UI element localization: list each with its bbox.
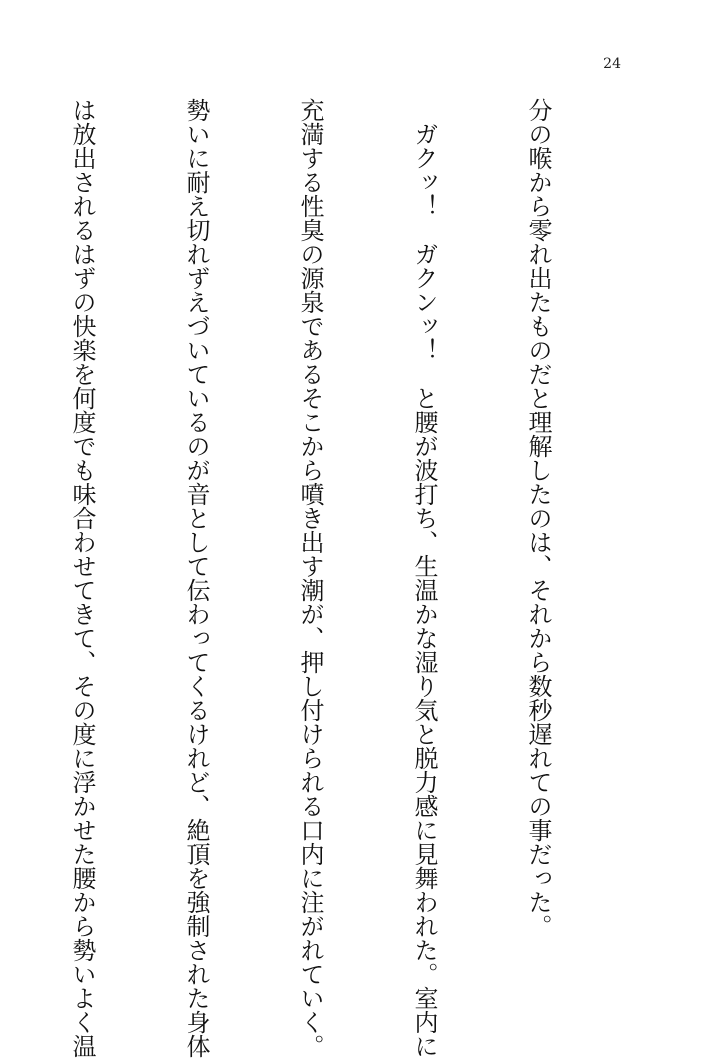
vertical-text-body xyxy=(0,98,633,1058)
text-line: 分の喉から零れ出たものだと理解したのは、それから数秒遅れての事だった。 xyxy=(524,98,552,938)
text-line: 充満する性臭の源泉であるそこから噴き出す潮が、押し付けられる口内に注がれていく。 xyxy=(296,98,324,1058)
text-line: は放出されるはずの快楽を何度でも味合わせてきて、その度に浮かせた腰から勢いよく温 xyxy=(68,98,96,1058)
text-line: 勢いに耐え切れずえづいているのが音として伝わってくるけれど、絶頂を強制された身体 xyxy=(182,98,210,1058)
page-number: 24 xyxy=(603,56,621,72)
text-line: ガクッ！ ガクンッ！ と腰が波打ち、生温かな湿り気と脱力感に見舞われた。室内に xyxy=(410,122,438,1058)
